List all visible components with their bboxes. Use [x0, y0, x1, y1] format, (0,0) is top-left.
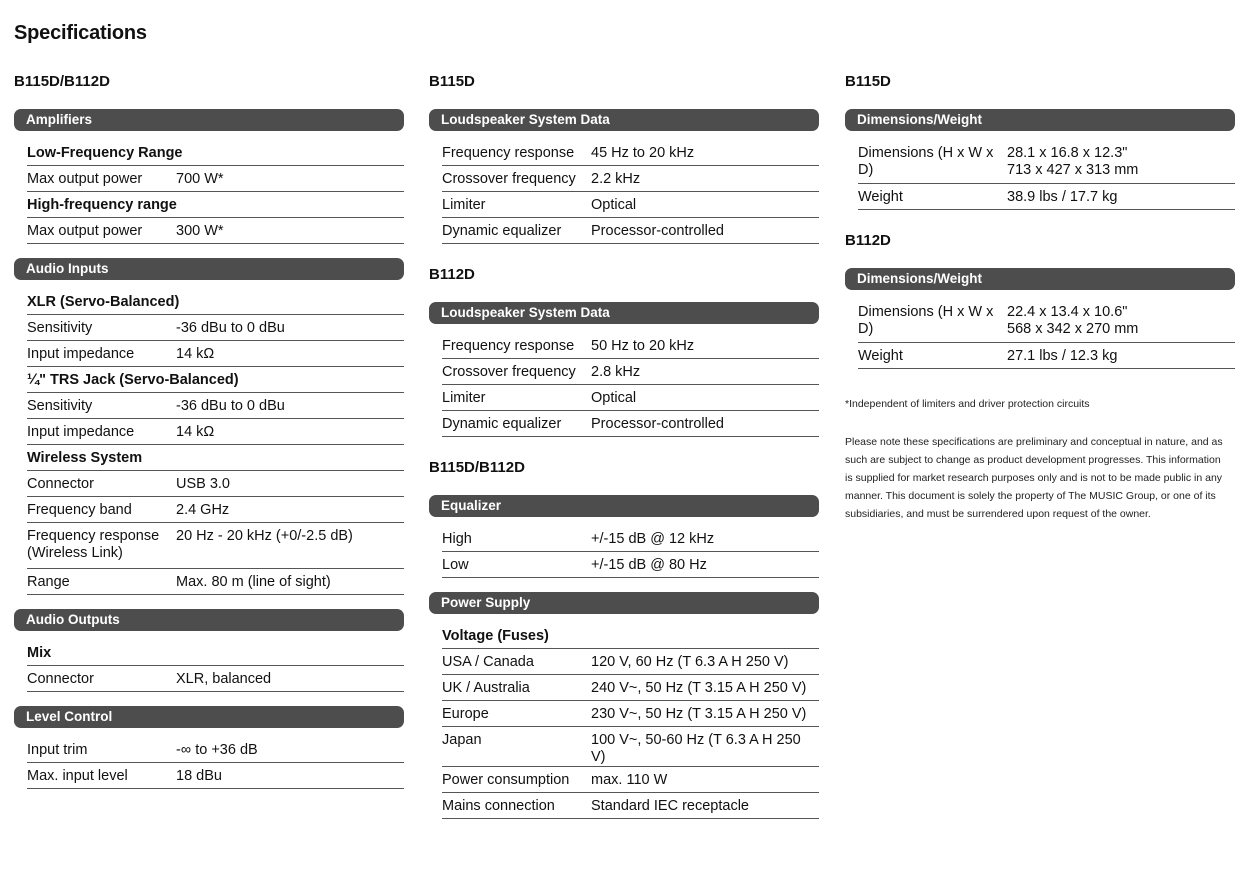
subheading-wireless: Wireless System: [27, 445, 404, 471]
audio-outputs-table: [27, 640, 404, 692]
table-row: Dynamic equalizer Processor-controlled: [442, 218, 819, 244]
audio-inputs-table: [27, 289, 404, 595]
section-bar-dimensions-b115d: Dimensions/Weight: [845, 109, 1235, 131]
model-heading: B115D: [429, 73, 475, 90]
subheading-xlr: XLR (Servo-Balanced): [27, 289, 404, 315]
table-row: Frequency response 45 Hz to 20 kHz: [442, 140, 819, 166]
footnote: *Independent of limiters and driver protection circuits: [845, 398, 1090, 410]
subheading-trs: ¼" TRS Jack (Servo-Balanced): [27, 367, 404, 393]
subheading-low-frequency: Low-Frequency Range: [27, 140, 404, 166]
model-heading: B115D/B112D: [14, 73, 110, 90]
table-row: Crossover frequency 2.8 kHz: [442, 359, 819, 385]
table-row: High +/-15 dB @ 12 kHz: [442, 526, 819, 552]
table-row: Dimensions (H x W x D) 22.4 x 13.4 x 10.6" 568 x 342 x 270 mm: [858, 299, 1235, 343]
amplifiers-table: [27, 140, 404, 244]
loudspeaker-b112d-table: [442, 333, 819, 437]
table-row: Input impedance 14 kΩ: [27, 341, 404, 367]
column-dimensions: [845, 72, 1235, 369]
section-bar-loudspeaker-b112d: Loudspeaker System Data: [429, 302, 819, 324]
section-bar-audio-outputs: Audio Outputs: [14, 609, 404, 631]
table-row: Frequency band 2.4 GHz: [27, 497, 404, 523]
table-row: Sensitivity -36 dBu to 0 dBu: [27, 393, 404, 419]
subheading-high-frequency: High-frequency range: [27, 192, 404, 218]
table-row: Sensitivity -36 dBu to 0 dBu: [27, 315, 404, 341]
column-loudspeaker: [429, 72, 819, 819]
subheading-voltage: Voltage (Fuses): [442, 623, 819, 649]
table-row: Mains connection Standard IEC receptacle: [442, 793, 819, 819]
table-row: Low +/-15 dB @ 80 Hz: [442, 552, 819, 578]
table-row: Connector XLR, balanced: [27, 666, 404, 692]
table-row: Crossover frequency 2.2 kHz: [442, 166, 819, 192]
table-row: Limiter Optical: [442, 192, 819, 218]
loudspeaker-b115d-table: [442, 140, 819, 244]
table-row: Europe 230 V~, 50 Hz (T 3.15 A H 250 V): [442, 701, 819, 727]
equalizer-table: [442, 526, 819, 578]
table-row: Max output power 700 W*: [27, 166, 404, 192]
power-supply-table: [442, 623, 819, 819]
table-row: Input impedance 14 kΩ: [27, 419, 404, 445]
table-row: Weight 38.9 lbs / 17.7 kg: [858, 184, 1235, 210]
column-general: [14, 72, 404, 789]
table-row: Dynamic equalizer Processor-controlled: [442, 411, 819, 437]
table-row: Dimensions (H x W x D) 28.1 x 16.8 x 12.3" 713 x 427 x 313 mm: [858, 140, 1235, 184]
section-bar-equalizer: Equalizer: [429, 495, 819, 517]
table-row: UK / Australia 240 V~, 50 Hz (T 3.15 A H 250 V): [442, 675, 819, 701]
table-row: Max output power 300 W*: [27, 218, 404, 244]
table-row: Range Max. 80 m (line of sight): [27, 569, 404, 595]
subheading-mix: Mix: [27, 640, 404, 666]
table-row: Japan 100 V~, 50-60 Hz (T 6.3 A H 250 V): [442, 727, 819, 767]
table-row: Power consumption max. 110 W: [442, 767, 819, 793]
table-row: Connector USB 3.0: [27, 471, 404, 497]
dimensions-b112d-table: [858, 299, 1235, 369]
section-bar-audio-inputs: Audio Inputs: [14, 258, 404, 280]
disclaimer-text: Please note these specifications are preliminary and conceptual in nature, and as such are subject to change as product development progresses. This information is supplied for market research purposes only and is not to be made public in any manner. This document is solely the property of The MUSIC Group, or one of its subsidiaries, and must be surrendered upon request of the owner.: [845, 436, 1223, 520]
section-bar-amplifiers: Amplifiers: [14, 109, 404, 131]
table-row: Limiter Optical: [442, 385, 819, 411]
model-heading: B112D: [429, 266, 475, 283]
page-title: Specifications: [14, 22, 147, 44]
table-row: Frequency response (Wireless Link) 20 Hz - 20 kHz (+0/-2.5 dB): [27, 523, 404, 569]
table-row: Weight 27.1 lbs / 12.3 kg: [858, 343, 1235, 369]
section-bar-level-control: Level Control: [14, 706, 404, 728]
dimensions-b115d-table: [858, 140, 1235, 210]
table-row: Max. input level 18 dBu: [27, 763, 404, 789]
table-row: Frequency response 50 Hz to 20 kHz: [442, 333, 819, 359]
table-row: USA / Canada 120 V, 60 Hz (T 6.3 A H 250 V): [442, 649, 819, 675]
level-control-table: [27, 737, 404, 789]
model-heading: B115D: [845, 73, 891, 90]
table-row: Input trim -∞ to +36 dB: [27, 737, 404, 763]
model-heading: B112D: [845, 232, 891, 249]
section-bar-dimensions-b112d: Dimensions/Weight: [845, 268, 1235, 290]
model-heading: B115D/B112D: [429, 459, 525, 476]
section-bar-power-supply: Power Supply: [429, 592, 819, 614]
section-bar-loudspeaker-b115d: Loudspeaker System Data: [429, 109, 819, 131]
